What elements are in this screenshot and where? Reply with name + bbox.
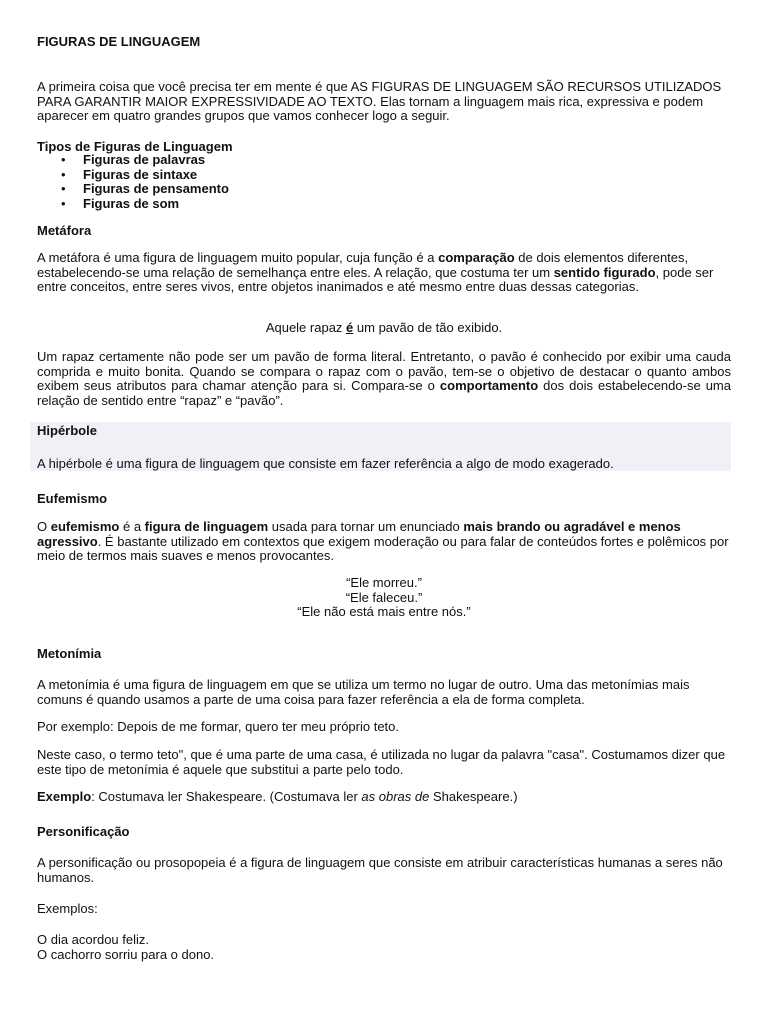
document-title: FIGURAS DE LINGUAGEM <box>37 34 201 49</box>
personificacao-examples <box>37 933 731 962</box>
example-line: O cachorro sorriu para o dono. <box>37 946 215 962</box>
metonimia-paragraph-4: Exemplo: Costumava ler Shakespeare. (Costumava ler as obras de Shakespeare.) <box>37 789 518 804</box>
bullet-icon: • <box>61 152 66 167</box>
eufemismo-examples <box>37 576 731 620</box>
metafora-paragraph-1: A metáfora é uma figura de linguagem muito popular, cuja função é a comparação de dois elementos diferentes, estabelecendo-se uma relação de semelhança entre eles. A relação, que costuma ter um sentido figurado, pode ser entre conceitos, entre seres vivos, entre objetos inanimados e até mesmo entre duas dessas categorias. <box>37 250 714 294</box>
metafora-example: Aquele rapaz é um pavão de tão exibido. <box>265 320 503 335</box>
metafora-paragraph-2: Um rapaz certamente não pode ser um pavão de forma literal. Entretanto, o pavão é conhecido por exibir uma cauda comprida e muito bonita. Quando se compara o rapaz com o pavão, tem-se o objetivo de destacar o quanto ambos exibem seus atributos para chamar atenção para si. Compara-se o comportamento dos dois estabelecendo-se uma relação de sentido entre “rapaz” e “pavão”. <box>37 349 731 408</box>
example-line: “Ele morreu.” <box>346 575 422 590</box>
personificacao-heading: Personificação <box>37 824 130 839</box>
list-item: • Figuras de sintaxe <box>61 166 198 182</box>
eufemismo-heading: Eufemismo <box>37 491 108 506</box>
metonimia-paragraph-2: Por exemplo: Depois de me formar, quero ter meu próprio teto. <box>37 719 400 734</box>
example-line: “Ele não está mais entre nós.” <box>297 604 471 619</box>
metonimia-heading: Metonímia <box>37 646 102 661</box>
list-item: • Figuras de palavras <box>61 152 206 167</box>
metonimia-paragraph-3: Neste caso, o termo teto", que é uma parte de uma casa, é utilizada no lugar da palavra "casa". Costumamos dizer que este tipo de metonímia é aquele que substitui a parte pelo todo. <box>37 747 726 777</box>
bullet-icon: • <box>61 166 66 182</box>
personificacao-paragraph: A personificação ou prosopopeia é a figura de linguagem que consiste em atribuir características humanas a seres não humanos. <box>37 855 723 885</box>
list-item: • Figuras de som <box>61 195 180 211</box>
hiperbole-paragraph: A hipérbole é uma figura de linguagem que consiste em fazer referência a algo de modo exagerado. <box>37 456 614 471</box>
metonimia-paragraph-1: A metonímia é uma figura de linguagem em que se utiliza um termo no lugar de outro. Uma das metonímias mais comuns é quando usamos a parte de uma coisa para fazer referência a ela de forma completa. <box>37 677 690 707</box>
example-line: O dia acordou feliz. <box>37 932 150 947</box>
hiperbole-heading: Hipérbole <box>37 423 97 438</box>
list-item: • Figuras de pensamento <box>61 181 229 196</box>
bullet-icon: • <box>61 195 66 211</box>
personificacao-examples-label: Exemplos: <box>37 901 98 916</box>
eufemismo-paragraph: O eufemismo é a figura de linguagem usada para tornar um enunciado mais brando ou agradável e menos agressivo. É bastante utilizado em contextos que exigem moderação ou para falar de conteúdos fortes e polêmicos por meio de termos mais suaves e menos provocantes. <box>37 519 729 563</box>
intro-paragraph: A primeira coisa que você precisa ter em mente é que AS FIGURAS DE LINGUAGEM SÃO RECURSOS UTILIZADOS PARA GARANTIR MAIOR EXPRESSIVIDADE AO TEXTO. Elas tornam a linguagem mais rica, expressiva e podem aparecer em quatro grandes grupos que vamos conhecer logo a seguir. <box>37 79 722 123</box>
example-line: “Ele faleceu.” <box>345 589 423 605</box>
metafora-heading: Metáfora <box>37 223 92 238</box>
bullet-icon: • <box>61 181 66 196</box>
tipos-heading: Tipos de Figuras de Linguagem <box>37 139 233 154</box>
tipos-list <box>37 153 731 211</box>
